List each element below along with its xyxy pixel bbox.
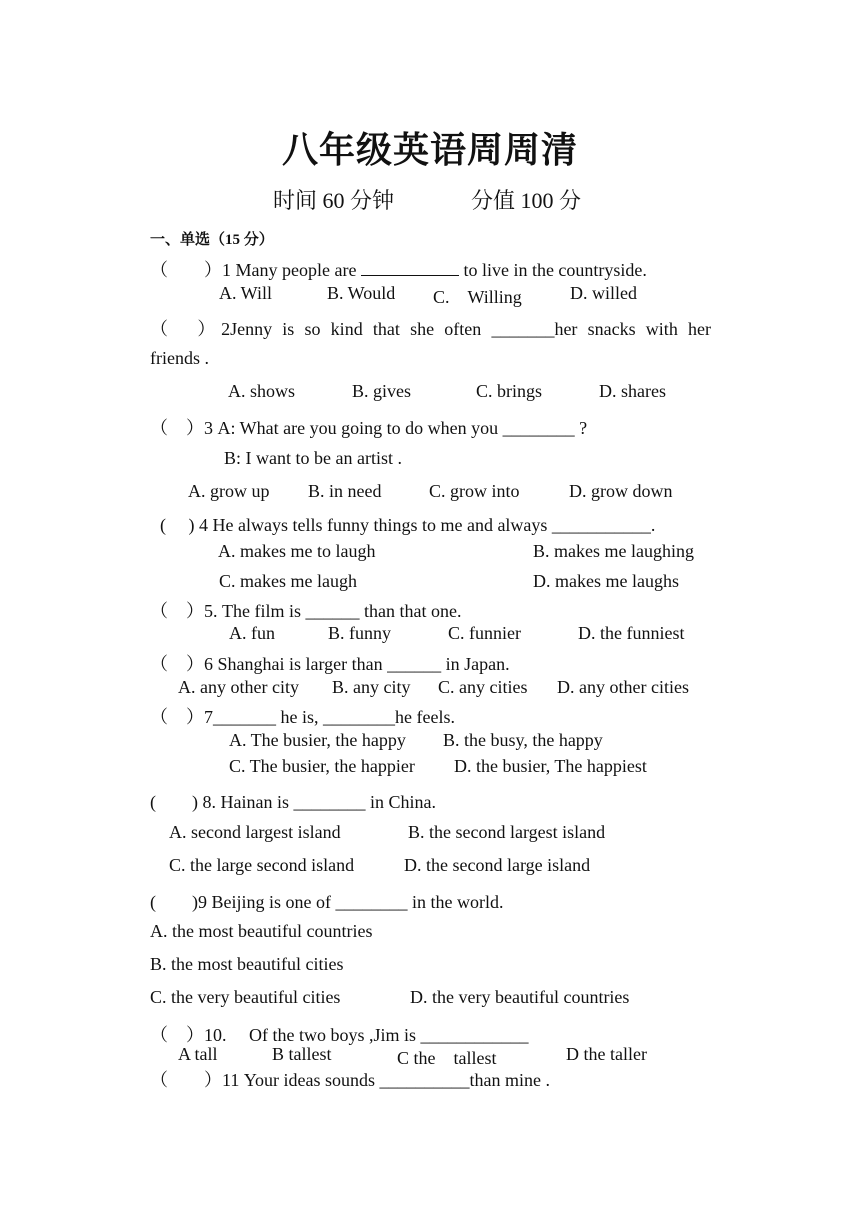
option-b: B. the busy, the happy — [443, 730, 603, 750]
question-6-stem: （ ）6 Shanghai is larger than ______ in Japan. — [150, 654, 510, 674]
option-b: B. funny — [328, 623, 391, 643]
option-c: C. The busier, the happier — [229, 756, 415, 776]
option-c: C. funnier — [448, 623, 521, 643]
option-d: D. makes me laughs — [533, 571, 679, 591]
option-b: B. makes me laughing — [533, 541, 694, 561]
option-d: D. willed — [570, 283, 637, 303]
option-d: D. shares — [599, 381, 666, 401]
option-d: D. the busier, The happiest — [454, 756, 647, 776]
option-c: C. grow into — [429, 481, 520, 501]
question-8-stem: ( ) 8. Hainan is ________ in China. — [150, 792, 436, 812]
option-c: C the tallest — [397, 1048, 497, 1068]
option-c: C. brings — [476, 381, 543, 401]
question-11-stem: （ ）11 Your ideas sounds __________than mine . — [150, 1070, 550, 1090]
question-4-stem: ( ) 4 He always tells funny things to me and always ___________. — [160, 515, 656, 535]
section-heading: 一、单选（15 分） — [150, 232, 274, 248]
option-b: B. Would — [327, 283, 396, 303]
question-3-stem-cont: B: I want to be an artist . — [224, 448, 402, 468]
option-d: D. any other cities — [557, 677, 689, 697]
option-a: A. Will — [219, 283, 272, 303]
question-2-stem-cont: friends . — [150, 348, 209, 368]
option-c: C. the large second island — [169, 855, 355, 875]
question-3-stem: （ ）3 A: What are you going to do when you ________ ? — [150, 418, 588, 438]
question-stem-text: to live in the countryside. — [458, 260, 647, 280]
option-d: D. the funniest — [578, 623, 685, 643]
option-c: C. any cities — [438, 677, 528, 697]
option-b: B. gives — [352, 381, 412, 401]
question-2-stem: （ ）2Jenny is so kind that she often _______her snacks with her — [150, 319, 711, 339]
option-d: D. the very beautiful countries — [410, 987, 630, 1007]
option-d: D. the second large island — [404, 855, 591, 875]
option-c: C. makes me laugh — [219, 571, 357, 591]
question-10-stem: （ ）10. Of the two boys ,Jim is ____________ — [150, 1025, 529, 1045]
option-a: A. the most beautiful countries — [150, 921, 373, 941]
option-b: B. in need — [308, 481, 382, 501]
option-b: B. any city — [332, 677, 411, 697]
option-d: D the taller — [566, 1044, 647, 1064]
option-a: A. fun — [229, 623, 275, 643]
score-label: 分值 100 分 — [471, 188, 582, 213]
page-title: 八年级英语周周清 — [281, 130, 578, 170]
option-b: B. the most beautiful cities — [150, 954, 344, 974]
option-a: A. grow up — [188, 481, 270, 501]
answer-blank — [361, 259, 459, 276]
question-9-stem: ( )9 Beijing is one of ________ in the world. — [150, 892, 504, 912]
option-c: C. the very beautiful cities — [150, 987, 341, 1007]
question-5-stem: （ ）5. The film is ______ than that one. — [150, 601, 462, 621]
option-a: A. The busier, the happy — [229, 730, 406, 750]
option-a: A. second largest island — [169, 822, 341, 842]
option-d: D. grow down — [569, 481, 673, 501]
time-label: 时间 60 分钟 — [273, 188, 395, 213]
option-b: B. the second largest island — [408, 822, 606, 842]
option-c: C. Willing — [433, 287, 522, 307]
question-stem-text: （ ）1 Many people are — [150, 260, 361, 280]
option-b: B tallest — [272, 1044, 332, 1064]
option-a: A. makes me to laugh — [218, 541, 376, 561]
question-7-stem: （ ）7_______ he is, ________he feels. — [150, 707, 455, 727]
option-a: A tall — [178, 1044, 218, 1064]
question-1-stem — [150, 256, 647, 282]
option-a: A. any other city — [178, 677, 299, 697]
option-a: A. shows — [228, 381, 296, 401]
